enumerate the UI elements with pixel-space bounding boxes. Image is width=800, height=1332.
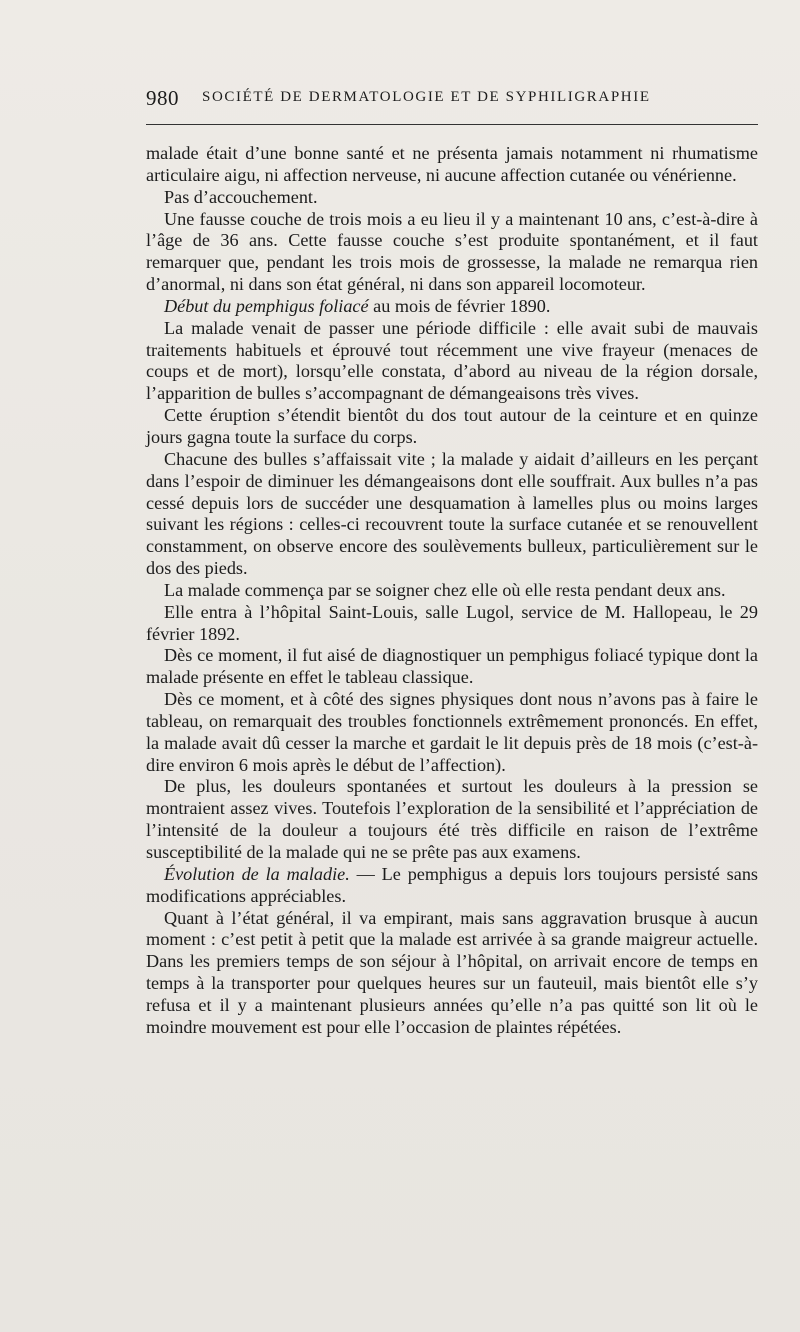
paragraph: Évolution de la maladie. — Le pemphigus a depuis lors toujours persisté sans modifications appréciables. [146, 863, 758, 906]
paragraph: Dès ce moment, il fut aisé de diagnostiquer un pemphigus foliacé typique dont la malade présente en effet le tableau classique. [146, 645, 758, 688]
page-header [146, 86, 758, 116]
paragraph: malade était d’une bonne santé et ne présenta jamais notamment ni rhumatisme articulaire aigu, ni affection nerveuse, ni aucune affection cutanée ou vénérienne. [146, 143, 758, 185]
running-title: SOCIÉTÉ DE DERMATOLOGIE ET DE SYPHILIGRAPHIE [202, 89, 651, 105]
paragraph: Elle entra à l’hôpital Saint-Louis, salle Lugol, service de M. Hallopeau, le 29 février 1892. [146, 601, 758, 644]
paragraph: Une fausse couche de trois mois a eu lieu il y a maintenant 10 ans, c’est-à-dire à l’âge de 36 ans. Cette fausse couche s’est produite spontanément, et il faut remarquer que, pendant les trois mois de grossesse, la malade ne remarqua rien d’anormal, ni dans son état général, ni dans son appareil locomoteur. [146, 208, 758, 295]
italic-heading: Évolution de la maladie. [164, 863, 350, 884]
paragraph: Dès ce moment, et à côté des signes physiques dont nous n’avons pas à faire le tableau, on remarquait des troubles fonctionnels extrêmement prononcés. En effet, la malade avait dû cesser la marche et gardait le lit depuis près de 18 mois (c’est-à-dire environ 6 mois après le début de l’affection). [146, 689, 758, 775]
body-text [146, 143, 758, 1039]
paragraph: La malade venait de passer une période difficile : elle avait subi de mauvais traitements habituels et éprouvé tout récemment une vive frayeur (menaces de coups et de mort), lorsqu’elle constata, d’abord au niveau de la région dorsale, l’apparition de bulles s’accompagnant de démangeaisons très vives. [146, 317, 758, 404]
paragraph: De plus, les douleurs spontanées et surtout les douleurs à la pression se montraient assez vives. Toutefois l’exploration de la sensibilité et l’appréciation de l’intensité de la douleur a toujours été très difficile en raison de l’extrême susceptibilité de la malade qui ne se prête pas aux examens. [146, 776, 758, 862]
paragraph: La malade commença par se soigner chez elle où elle resta pendant deux ans. [164, 579, 726, 600]
paragraph: Quant à l’état général, il va empirant, mais sans aggravation brusque à aucun moment : c’est petit à petit que la malade est arrivée à sa grande maigreur actuelle. Dans les premiers temps de son séjour à l’hôpital, on arrivait encore de temps en temps à la transporter pour quelques heures sur un fauteuil, mais bientôt elle s’y refusa et il y a maintenant plusieurs années qu’elle n’a pas quitté son lit où le moindre mouvement est pour elle l’occasion de plaintes répétées. [146, 907, 758, 1037]
italic-heading: Début du pemphigus foliacé [164, 295, 369, 316]
header-rule [146, 124, 758, 125]
paragraph: Cette éruption s’étendit bientôt du dos tout autour de la ceinture et en quinze jours gagna toute la surface du corps. [146, 405, 758, 447]
paragraph: Début du pemphigus foliacé au mois de février 1890. [164, 295, 551, 316]
paragraph: Pas d’accouchement. [164, 186, 318, 207]
paragraph: Chacune des bulles s’affaissait vite ; la malade y aidait d’ailleurs en les perçant dans l’espoir de diminuer les démangeaisons dont elle souffrait. Aux bulles n’a pas cessé depuis lors de succéder une desquamation à lamelles plus ou moins larges suivant les régions : celles-ci recouvrent toute la surface cutanée et se renouvellent constamment, on observe encore des soulèvements bulleux, particulièrement sur le dos des pieds. [146, 448, 758, 579]
page-number: 980 [146, 86, 179, 110]
